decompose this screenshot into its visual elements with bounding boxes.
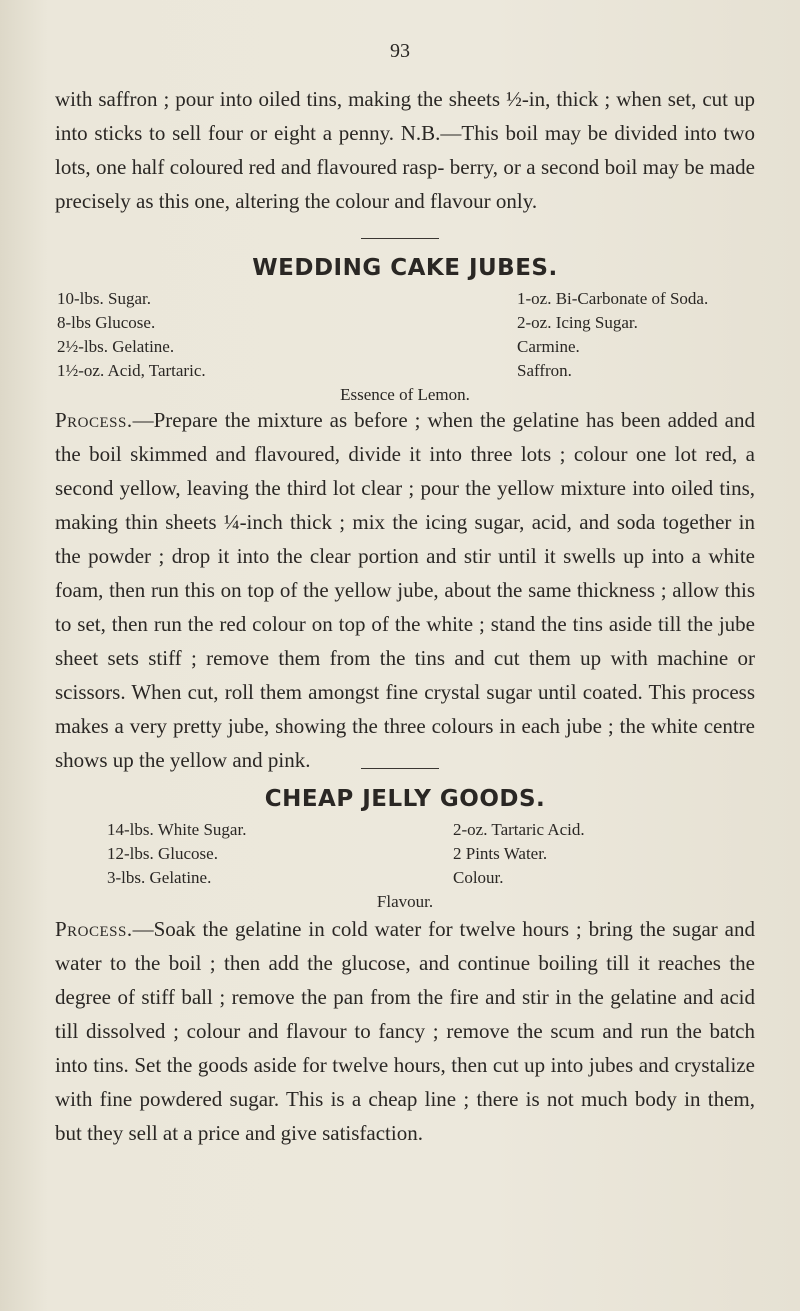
ingredient-column-right [453,818,585,890]
intro-paragraph: with saffron ; pour into oiled tins, making the sheets ½-in, thick ; when set, cut up into sticks to sell four or eight a penny. N.B.—This boil may be divided into two lots, one half coloured red and flavoured rasp- berry, or a second boil may be made precisely as this one, altering the colour and flavour only. [55,87,755,213]
recipe-wedding-cake-jubes [55,255,755,777]
page-number: 93 [390,40,410,62]
ingredient-item: 8-lbs Glucose. [57,313,156,332]
ingredient-item: 10-lbs. Sugar. [57,289,151,308]
process-label: Process. [55,917,133,941]
ingredient-item: 1-oz. Bi-Carbonate of Soda. [517,289,709,308]
section-divider [361,238,439,239]
ingredient-item: 2-oz. Tartaric Acid. [453,820,585,839]
ingredient-item: Carmine. [517,337,580,356]
ingredient-item-center: Essence of Lemon. [340,385,470,404]
recipe-cheap-jelly-goods [55,786,755,1150]
intro-section [55,82,755,218]
ingredient-item: 2-oz. Icing Sugar. [517,313,638,332]
ingredient-column-left [107,818,246,890]
ingredient-item: 1½-oz. Acid, Tartaric. [57,361,206,380]
process-paragraph [55,912,755,1150]
process-label: Process. [55,408,133,432]
ingredient-item: 3-lbs. Gelatine. [107,868,212,887]
ingredient-column-right [517,287,708,383]
process-text: —Soak the gelatine in cold water for twelve hours ; bring the sugar and water to the boil ; then add the glucose, and continue boiling till it reaches the degree of stiff ball ; remove the pan from the fire and stir in the gelatine and acid till dissolved ; colour and flavour to fancy ; remove the scum and run the batch into tins. Set the goods aside for twelve hours, then cut up into jubes and crystalize with fine powdered sugar. This is a cheap line ; there is not much body in them, but they sell at a price and give satisfaction. [55,917,755,1145]
recipe-heading: WEDDING CAKE JUBES. [252,255,558,281]
ingredient-item: Saffron. [517,361,572,380]
ingredient-list [55,818,755,914]
recipe-heading: CHEAP JELLY GOODS. [264,786,546,812]
section-divider [361,768,439,769]
ingredient-item: 12-lbs. Glucose. [107,844,218,863]
process-paragraph [55,403,755,777]
ingredient-item-center: Flavour. [376,892,434,911]
ingredient-column-left [57,287,206,383]
ingredient-item: 14-lbs. White Sugar. [107,820,247,839]
ingredient-list [55,287,755,407]
ingredient-item: 2 Pints Water. [453,844,548,863]
process-text: —Prepare the mixture as before ; when the gelatine has been added and the boil skimmed and flavoured, divide it into three lots ; colour one lot red, a second yellow, leaving the third lot clear ; pour the yellow mixture into oiled tins, making thin sheets ¼-inch thick ; mix the icing sugar, acid, and soda together in the powder ; drop it into the clear portion and stir until it swells up into a white foam, then run this on top of the yellow jube, about the same thickness ; allow this to set, then run the red colour on top of the white ; stand the tins aside till the jube sheet sets stiff ; remove them from the tins and cut them up with machine or scissors. When cut, roll them amongst fine crystal sugar until coated. This process makes a very pretty jube, showing the three colours in each jube ; the white centre shows up the yellow and pink. [55,408,755,772]
ingredient-item: 2½-lbs. Gelatine. [57,337,175,356]
ingredient-item: Colour. [453,868,504,887]
